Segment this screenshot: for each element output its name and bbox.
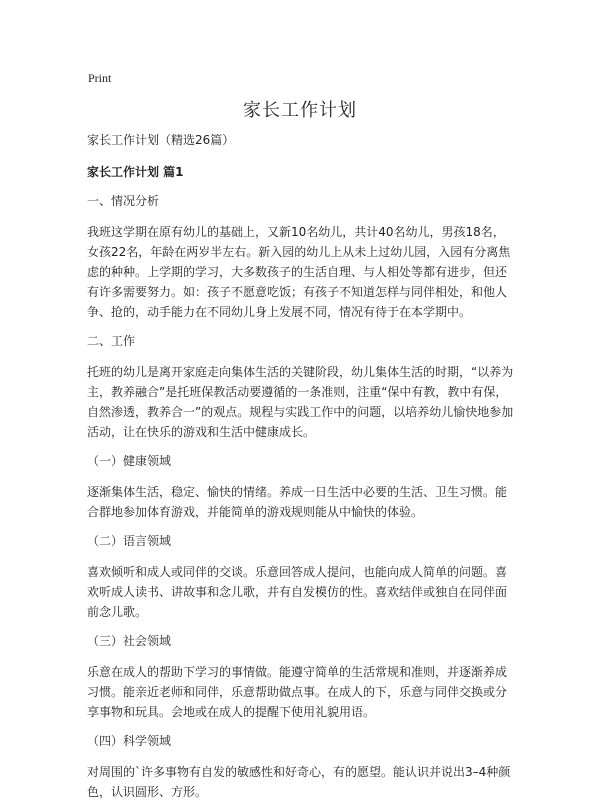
print-link[interactable]: Print bbox=[88, 71, 112, 85]
document-body bbox=[87, 130, 515, 802]
paragraph-science: 对周围的`许多事物有自发的敏感性和好奇心，有的愿望。能认识并说出3–4种颜色，认识圆形、方形。 bbox=[87, 765, 511, 799]
heading-health: （一）健康领域 bbox=[87, 454, 172, 468]
heading-language: （二）语言领域 bbox=[87, 534, 172, 548]
heading-science: （四）科学领域 bbox=[87, 734, 172, 748]
heading-situation-analysis: 一、情况分析 bbox=[87, 194, 160, 208]
paragraph-work: 托班的幼儿是离开家庭走向集体生活的关键阶段，幼儿集体生活的时期，“以养为主，教养融合”是托班保教活动要遵循的一条准则，注重“保中有教，教中有保，自然渗透，教养合一”的观点。规程与实践工作中的问题，以培养幼儿愉快地参加活动，让在快乐的游戏和生活中健康成长。 bbox=[87, 365, 514, 439]
document-title: 家长工作计划 bbox=[243, 100, 357, 121]
section-title: 家长工作计划 篇1 bbox=[87, 165, 184, 179]
heading-social: （三）社会领域 bbox=[87, 634, 172, 648]
paragraph-language: 喜欢倾听和成人或同伴的交谈。乐意回答成人提问，也能向成人简单的问题。喜欢听成人读书、讲故事和念儿歌，并有自发模仿的性。喜欢结伴或独自在同伴面前念儿歌。 bbox=[87, 565, 508, 619]
paragraph-social: 乐意在成人的帮助下学习的事情做。能遵守简单的生活常规和准则，并逐渐养成习惯。能亲近老师和同伴，乐意帮助做点事。在成人的下，乐意与同伴交换或分享事物和玩具。会地或在成人的提醒下使用礼貌用语。 bbox=[87, 665, 508, 719]
heading-work: 二、工作 bbox=[87, 334, 136, 348]
paragraph-situation-analysis: 我班这学期在原有幼儿的基础上，又新10名幼儿，共计40名幼儿，男孩18名，女孩22名，年龄在两岁半左右。新入园的幼儿上从未上过幼儿园，入园有分离焦虑的种种。上学期的学习，大多数孩子的生活自理、与人相处等都有进步，但还有许多需要努力。如：孩子不愿意吃饭；有孩子不知道怎样与同伴相处，和他人争、抢的，动手能力在不同幼儿身上发展不同，情况有待于在本学期中。 bbox=[87, 225, 511, 319]
paragraph-health: 逐渐集体生活，稳定、愉快的情绪。养成一日生活中必要的生活、卫生习惯。能合群地参加体育游戏，并能简单的游戏规则能从中愉快的体验。 bbox=[87, 485, 508, 519]
document-subtitle: 家长工作计划（精选26篇） bbox=[87, 133, 235, 147]
